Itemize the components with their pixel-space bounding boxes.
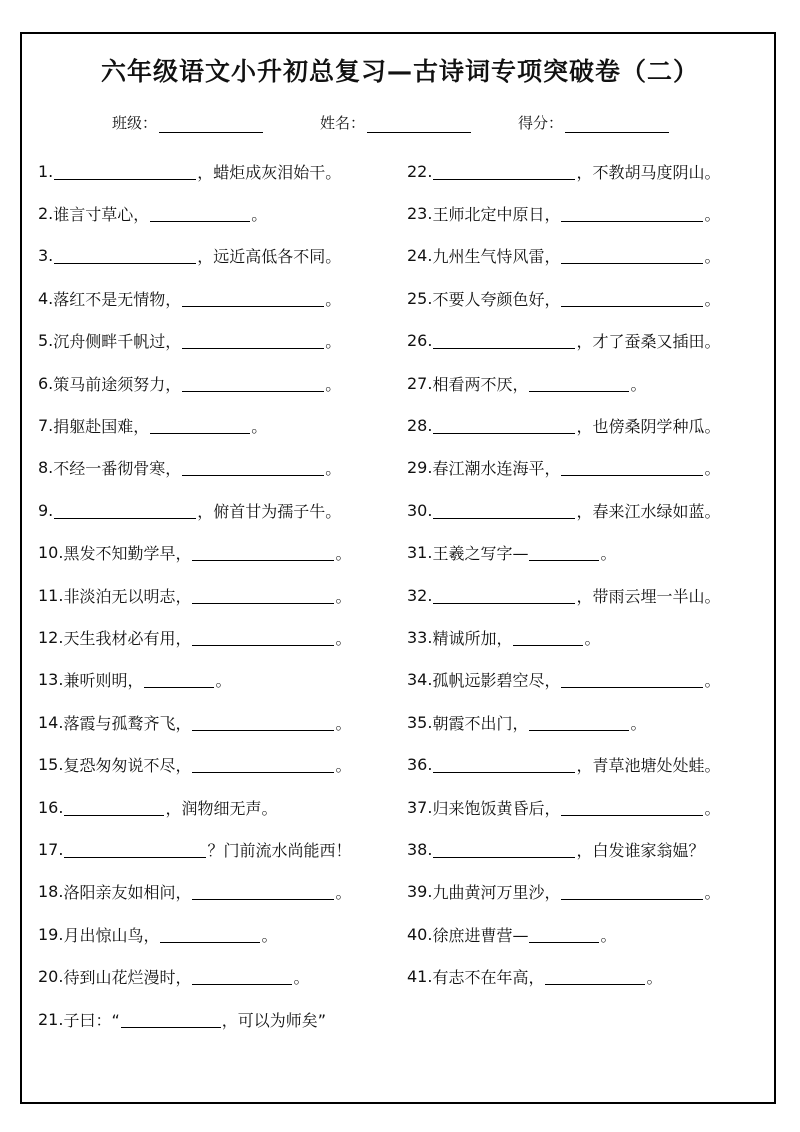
question-number: 1. — [38, 161, 54, 181]
question-item — [407, 192, 787, 234]
answer-blank[interactable] — [545, 968, 645, 985]
class-blank[interactable] — [159, 114, 263, 133]
answer-blank[interactable] — [529, 926, 599, 943]
question-item — [407, 659, 787, 701]
answer-blank[interactable] — [182, 290, 324, 307]
question-number: 2. — [38, 204, 54, 224]
question-text-after: ，可以为师矣” — [221, 1010, 327, 1030]
question-number: 39. — [407, 882, 433, 902]
answer-blank[interactable] — [192, 883, 334, 900]
question-item — [38, 320, 418, 362]
question-item — [38, 235, 418, 277]
question-item — [407, 404, 787, 446]
question-number: 30. — [407, 500, 433, 520]
question-text-after: 。 — [251, 417, 268, 437]
answer-blank[interactable] — [192, 756, 334, 773]
answer-blank[interactable] — [433, 756, 575, 773]
question-text-after: 。 — [293, 968, 310, 988]
class-label: 班级： — [112, 114, 158, 132]
question-text-before: 兼听则明， — [63, 671, 144, 691]
answer-blank[interactable] — [433, 502, 575, 519]
question-number: 15. — [38, 755, 64, 775]
question-number: 17. — [38, 839, 64, 859]
question-item — [38, 574, 418, 616]
question-text-after: 。 — [704, 798, 721, 818]
answer-blank[interactable] — [54, 502, 196, 519]
answer-blank[interactable] — [433, 417, 575, 434]
question-text-after: 。 — [704, 247, 721, 267]
question-text-after: 。 — [251, 205, 268, 225]
question-item — [407, 743, 787, 785]
question-item — [38, 998, 418, 1040]
question-text-before: 谁言寸草心， — [53, 205, 150, 225]
question-item — [407, 871, 787, 913]
question-number: 20. — [38, 967, 64, 987]
answer-blank[interactable] — [561, 247, 703, 264]
score-field — [518, 112, 669, 133]
question-text-after: ，青草池塘处处蛙。 — [576, 756, 721, 776]
question-text-before: 复恐匆匆说不尽， — [63, 756, 192, 776]
question-text-before: 沉舟侧畔千帆过， — [53, 332, 182, 352]
question-text-before: 徐庶进曹营— — [432, 925, 529, 945]
question-item — [38, 277, 418, 319]
answer-blank[interactable] — [529, 714, 629, 731]
question-item — [38, 532, 418, 574]
question-text-after: ，也傍桑阴学种瓜。 — [576, 417, 721, 437]
question-number: 18. — [38, 882, 64, 902]
question-text-after: 。 — [646, 968, 663, 988]
question-text-before: 归来饱饭黄昏后， — [432, 798, 561, 818]
question-item — [407, 532, 787, 574]
question-number: 11. — [38, 585, 64, 605]
question-number: 14. — [38, 712, 64, 732]
question-number: 37. — [407, 797, 433, 817]
question-number: 16. — [38, 797, 64, 817]
question-number: 22. — [407, 161, 433, 181]
question-text-after: 。 — [704, 205, 721, 225]
left-question-column — [38, 150, 418, 1040]
answer-blank[interactable] — [192, 968, 292, 985]
answer-blank[interactable] — [561, 459, 703, 476]
question-number: 40. — [407, 924, 433, 944]
answer-blank[interactable] — [529, 375, 629, 392]
answer-blank[interactable] — [54, 247, 196, 264]
question-text-before: 天生我材必有用， — [63, 628, 192, 648]
question-item — [407, 913, 787, 955]
question-text-after: 。 — [600, 925, 617, 945]
question-text-before: 不经一番彻骨寒， — [53, 459, 182, 479]
question-text-before: 月出惊山鸟， — [63, 925, 160, 945]
answer-blank[interactable] — [64, 841, 206, 858]
question-text-before: 黑发不知勤学早， — [63, 544, 192, 564]
answer-blank[interactable] — [182, 375, 324, 392]
answer-blank[interactable] — [561, 883, 703, 900]
answer-blank[interactable] — [529, 544, 599, 561]
question-number: 8. — [38, 458, 54, 478]
question-item — [407, 828, 787, 870]
question-item — [38, 659, 418, 701]
question-text-after: 。 — [335, 756, 352, 776]
question-text-after: 。 — [704, 671, 721, 691]
answer-blank[interactable] — [561, 671, 703, 688]
question-text-before: 落霞与孤鹜齐飞， — [63, 713, 192, 733]
question-number: 9. — [38, 500, 54, 520]
answer-blank[interactable] — [433, 587, 575, 604]
question-text-before: 捐躯赴国难， — [53, 417, 150, 437]
question-text-before: 孤帆远影碧空尽， — [432, 671, 561, 691]
question-text-before: 不要人夸颜色好， — [432, 289, 561, 309]
question-text-before: 九曲黄河万里沙， — [432, 883, 561, 903]
question-item — [407, 616, 787, 658]
question-number: 35. — [407, 712, 433, 732]
question-item — [38, 489, 418, 531]
question-number: 25. — [407, 288, 433, 308]
question-number: 19. — [38, 924, 64, 944]
question-text-before: 非淡泊无以明志， — [63, 586, 192, 606]
answer-blank[interactable] — [192, 714, 334, 731]
answer-blank[interactable] — [192, 629, 334, 646]
question-text-before: 春江潮水连海平， — [432, 459, 561, 479]
question-text-before: 相看两不厌， — [432, 374, 529, 394]
question-number: 5. — [38, 331, 54, 351]
question-text-before: 有志不在年高， — [432, 968, 545, 988]
question-item — [38, 701, 418, 743]
question-item — [407, 235, 787, 277]
question-text-after: 。 — [335, 628, 352, 648]
question-text-before: 王羲之写字— — [432, 544, 529, 564]
answer-blank[interactable] — [64, 799, 164, 816]
answer-blank[interactable] — [561, 799, 703, 816]
question-text-before: 落红不是无情物， — [53, 289, 182, 309]
question-number: 36. — [407, 755, 433, 775]
question-number: 21. — [38, 1009, 64, 1029]
question-item — [407, 362, 787, 404]
question-number: 34. — [407, 670, 433, 690]
question-number: 31. — [407, 543, 433, 563]
question-number: 10. — [38, 543, 64, 563]
question-text-after: 。 — [600, 544, 617, 564]
question-item — [38, 404, 418, 446]
question-item — [38, 192, 418, 234]
question-item — [38, 871, 418, 913]
question-text-after: ，带雨云埋一半山。 — [576, 586, 721, 606]
question-item — [38, 913, 418, 955]
answer-blank[interactable] — [150, 205, 250, 222]
question-item — [407, 447, 787, 489]
question-text-after: ？门前流水尚能西！ — [207, 840, 352, 860]
answer-blank[interactable] — [513, 629, 583, 646]
question-text-after: ，俯首甘为孺子牛。 — [197, 501, 342, 521]
question-text-after: 。 — [335, 883, 352, 903]
question-text-before: 策马前途须努力， — [53, 374, 182, 394]
question-number: 28. — [407, 416, 433, 436]
question-text-before: 王师北定中原日， — [432, 205, 561, 225]
right-question-column — [407, 150, 787, 998]
question-text-before: 洛阳亲友如相问， — [63, 883, 192, 903]
answer-blank[interactable] — [433, 841, 575, 858]
question-item — [407, 489, 787, 531]
question-text-after: 。 — [630, 374, 647, 394]
question-text-after: 。 — [335, 713, 352, 733]
question-text-after: 。 — [630, 713, 647, 733]
question-number: 13. — [38, 670, 64, 690]
question-text-after: 。 — [704, 289, 721, 309]
question-text-before: 待到山花烂漫时， — [63, 968, 192, 988]
question-number: 26. — [407, 331, 433, 351]
question-item — [407, 277, 787, 319]
question-text-after: ，才了蚕桑又插田。 — [576, 332, 721, 352]
question-item — [407, 574, 787, 616]
answer-blank[interactable] — [54, 163, 196, 180]
question-item — [38, 743, 418, 785]
question-text-after: 。 — [325, 289, 342, 309]
question-item — [407, 150, 787, 192]
question-text-after: ，远近高低各不同。 — [197, 247, 342, 267]
question-number: 12. — [38, 627, 64, 647]
answer-blank[interactable] — [150, 417, 250, 434]
question-text-before: 九州生气恃风雷， — [432, 247, 561, 267]
answer-blank[interactable] — [192, 544, 334, 561]
question-text-after: 。 — [325, 459, 342, 479]
question-number: 3. — [38, 246, 54, 266]
question-text-after: ，春来江水绿如蓝。 — [576, 501, 721, 521]
question-text-before: 子曰：“ — [63, 1010, 120, 1030]
name-field — [320, 112, 471, 133]
answer-blank[interactable] — [144, 671, 214, 688]
question-number: 27. — [407, 373, 433, 393]
name-blank[interactable] — [367, 114, 471, 133]
question-item — [38, 362, 418, 404]
question-number: 41. — [407, 967, 433, 987]
question-text-after: ，蜡炬成灰泪始干。 — [197, 162, 342, 182]
question-number: 4. — [38, 288, 54, 308]
answer-blank[interactable] — [433, 163, 575, 180]
question-item — [38, 447, 418, 489]
question-number: 6. — [38, 373, 54, 393]
question-item — [38, 955, 418, 997]
answer-blank[interactable] — [192, 587, 334, 604]
score-label: 得分： — [518, 114, 564, 132]
question-number: 24. — [407, 246, 433, 266]
question-item — [407, 320, 787, 362]
answer-blank[interactable] — [182, 459, 324, 476]
question-item — [407, 786, 787, 828]
question-text-after: 。 — [584, 628, 601, 648]
question-item — [38, 828, 418, 870]
question-item — [38, 786, 418, 828]
question-text-after: 。 — [704, 459, 721, 479]
name-label: 姓名： — [320, 114, 366, 132]
question-text-after: 。 — [704, 883, 721, 903]
question-number: 32. — [407, 585, 433, 605]
question-number: 29. — [407, 458, 433, 478]
question-text-before: 朝霞不出门， — [432, 713, 529, 733]
answer-blank[interactable] — [561, 205, 703, 222]
question-number: 23. — [407, 204, 433, 224]
question-text-after: 。 — [335, 544, 352, 564]
question-item — [407, 701, 787, 743]
question-item — [407, 955, 787, 997]
score-blank[interactable] — [565, 114, 669, 133]
question-text-after: 。 — [325, 374, 342, 394]
question-number: 38. — [407, 839, 433, 859]
question-text-after: 。 — [261, 925, 278, 945]
page-title: 六年级语文小升初总复习—古诗词专项突破卷（二） — [100, 57, 699, 86]
question-text-after: 。 — [325, 332, 342, 352]
student-info-row — [0, 112, 800, 138]
answer-blank[interactable] — [160, 926, 260, 943]
question-text-before: 精诚所加， — [432, 628, 513, 648]
question-item — [38, 616, 418, 658]
class-field — [112, 112, 263, 133]
question-text-after: 。 — [335, 586, 352, 606]
answer-blank[interactable] — [561, 290, 703, 307]
answer-blank[interactable] — [182, 332, 324, 349]
answer-blank[interactable] — [121, 1011, 221, 1028]
question-number: 33. — [407, 627, 433, 647]
question-text-after: 。 — [215, 671, 232, 691]
question-text-after: ，不教胡马度阴山。 — [576, 162, 721, 182]
question-item — [38, 150, 418, 192]
question-number: 7. — [38, 416, 54, 436]
question-text-after: ，白发谁家翁媪？ — [576, 840, 705, 860]
answer-blank[interactable] — [433, 332, 575, 349]
question-text-after: ，润物细无声。 — [165, 798, 278, 818]
